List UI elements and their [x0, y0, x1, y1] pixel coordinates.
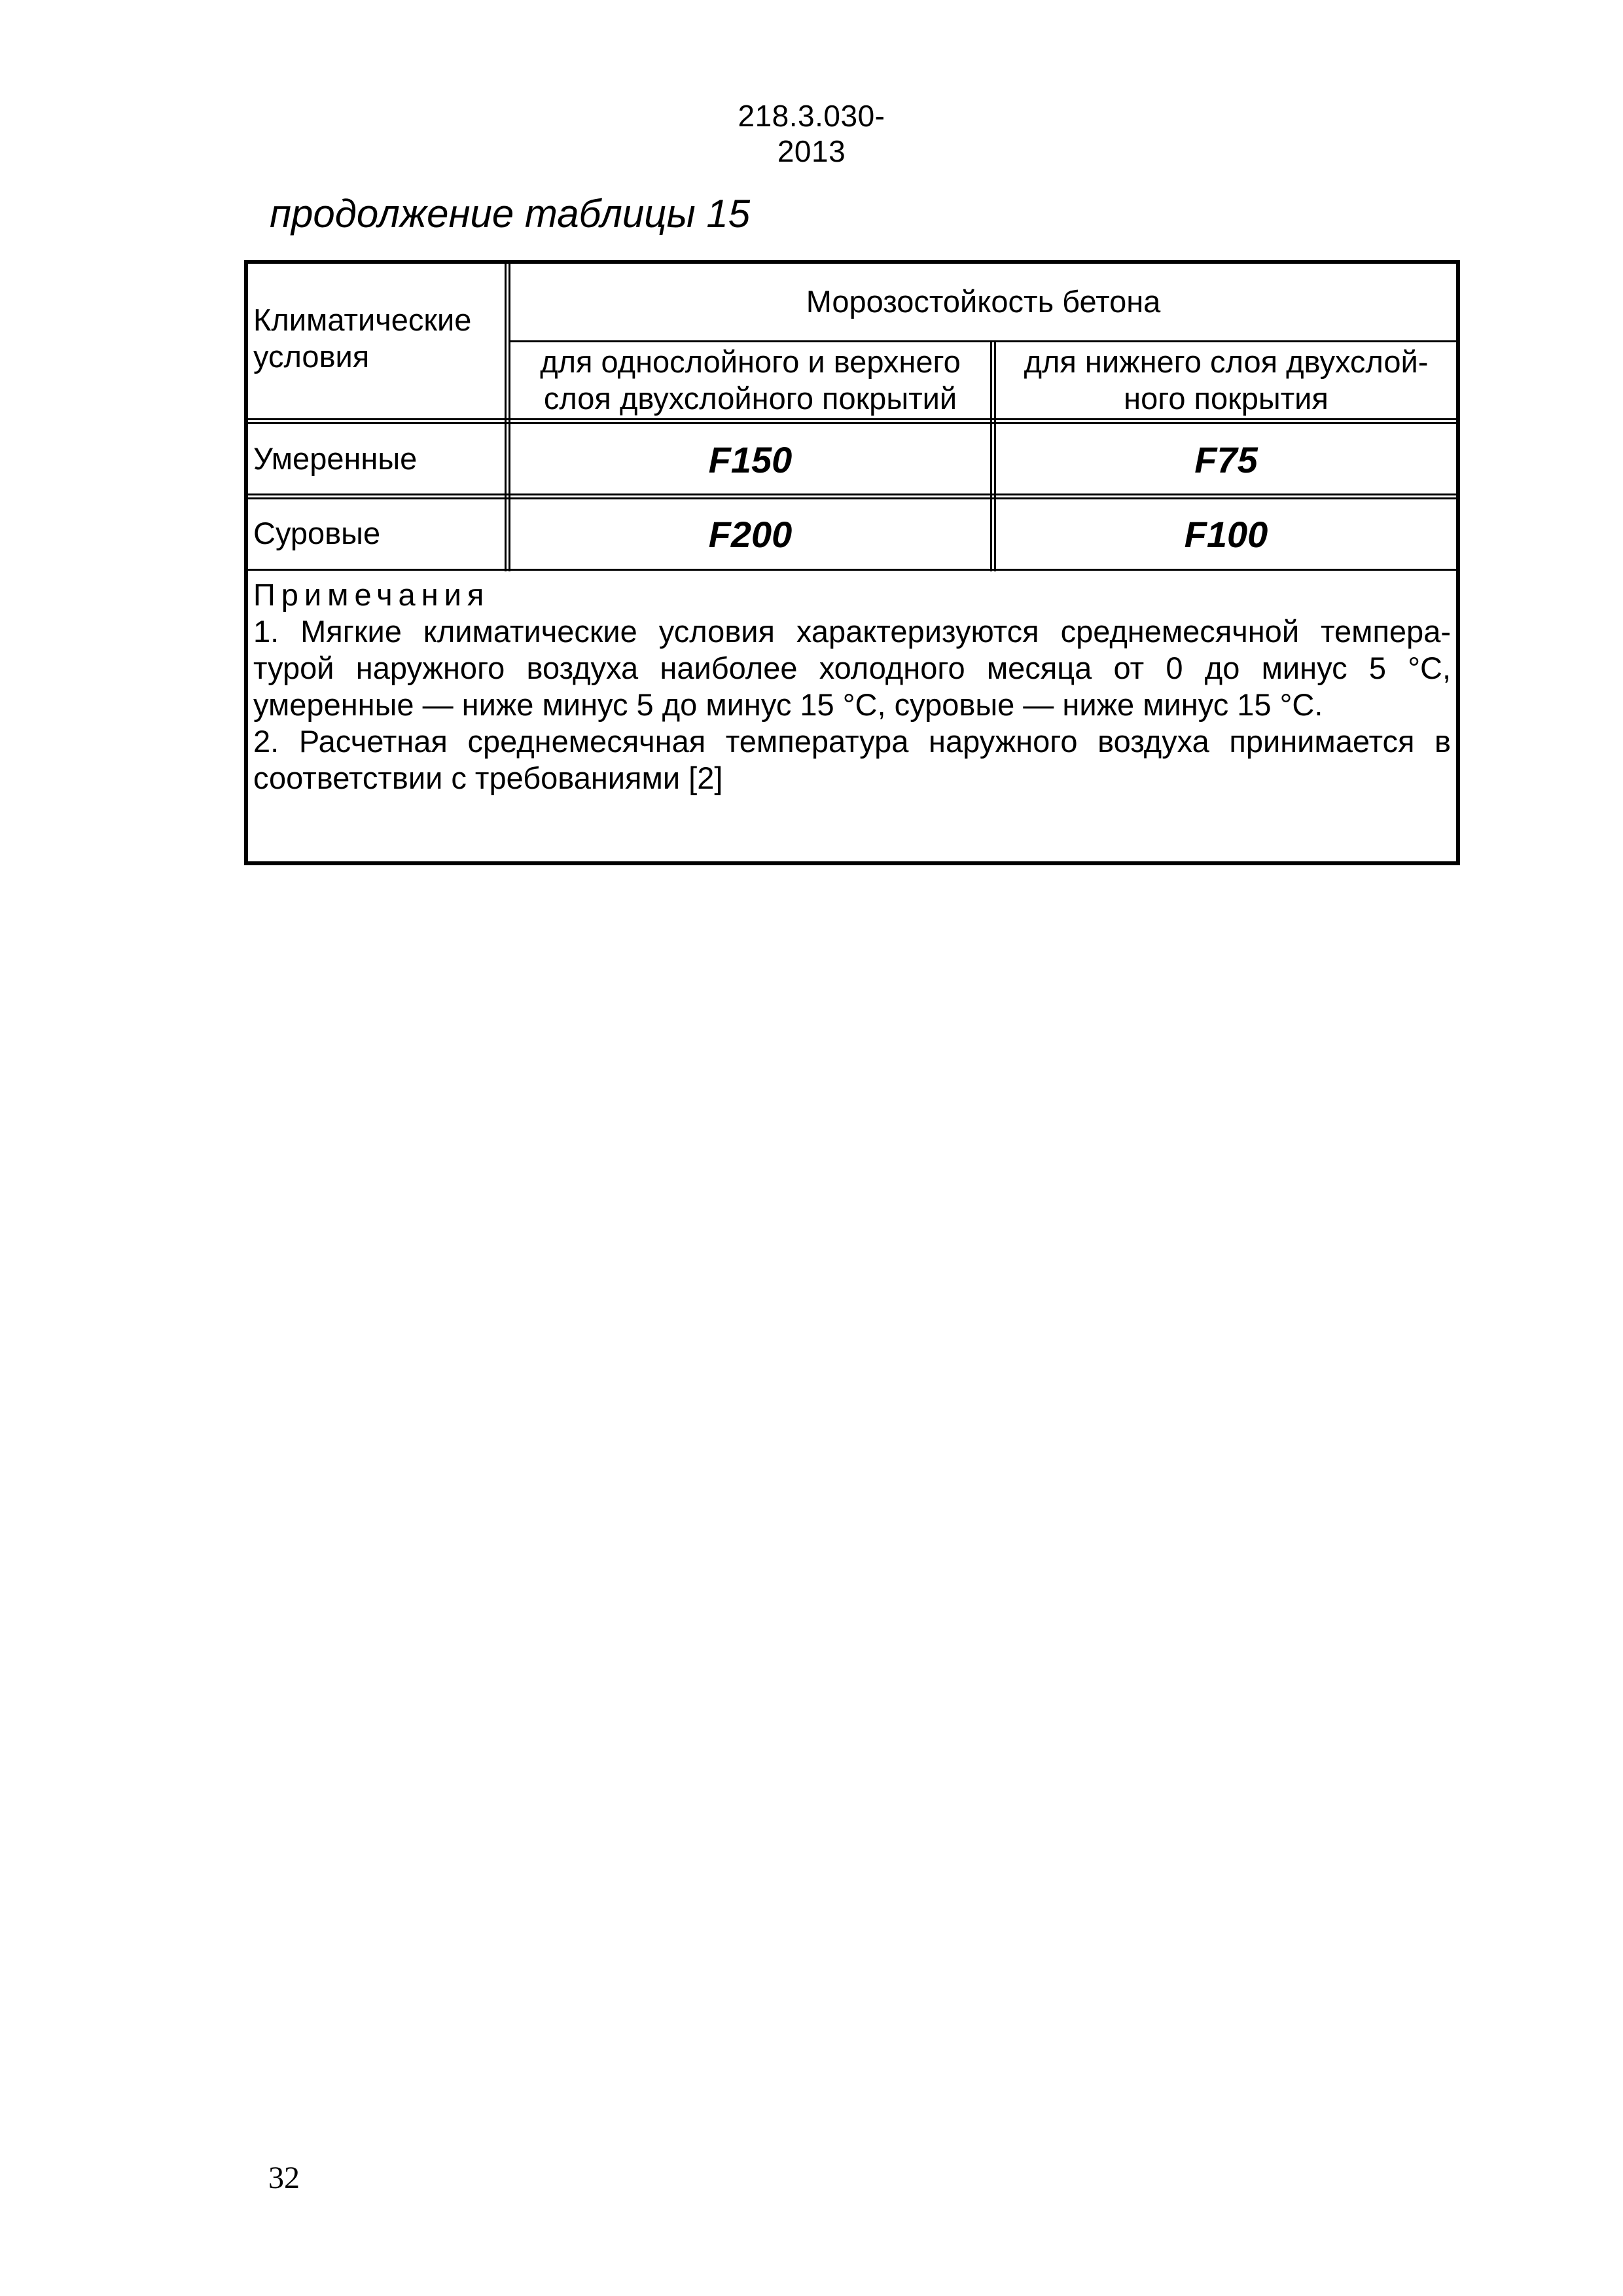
header-climatic-line-1: Климатические [253, 302, 472, 337]
subheader-lower-layer [996, 344, 1456, 417]
divider-row1-bottom-b [248, 497, 1456, 499]
document-code: 218.3.030-2013 [738, 99, 885, 168]
row-moderate-value-2: F75 [1194, 439, 1258, 480]
header-climatic-conditions [253, 302, 502, 375]
header-climatic-line-2: условия [253, 339, 370, 374]
row-severe-value-2: F100 [1184, 514, 1268, 555]
subheader-single-layer [510, 344, 990, 417]
divider-under-group-header [508, 340, 1456, 342]
divider-col1-a [505, 264, 507, 571]
row-severe-value-1: F200 [708, 514, 793, 555]
table-caption: продолжение таблицы 15 [270, 192, 751, 236]
subheader-single-layer-line-1: для однослойного и верхнего [540, 344, 961, 379]
row-moderate-condition: Умеренные [253, 441, 418, 476]
divider-header-bottom-a [248, 418, 1456, 420]
header-frost-resistance: Морозостойкость бетона [806, 284, 1161, 319]
divider-row2-bottom [248, 569, 1456, 571]
row-severe-condition: Суровые [253, 516, 381, 550]
divider-header-bottom-b [248, 422, 1456, 424]
subheader-lower-layer-line-2: ного покрытия [1124, 381, 1329, 416]
notes-title: Примечания [253, 577, 490, 612]
table-notes [253, 577, 1451, 797]
note-line: умеренные — ниже минус 5 до минус 15 °С, суровые — ниже минус 15 °С. [253, 687, 1323, 722]
row-moderate-value-1: F150 [708, 439, 793, 480]
subheader-lower-layer-line-1: для нижнего слоя двухслой- [1024, 344, 1429, 379]
divider-col2-a [990, 342, 992, 571]
page-number: 32 [268, 2161, 300, 2195]
divider-row1-bottom-a [248, 493, 1456, 495]
note-line: 2. Расчетная среднемесячная температура наружного воздуха принимается в [253, 724, 1451, 759]
subheader-single-layer-line-2: слоя двухслойного покрытий [543, 381, 957, 416]
note-line: соответствии с требованиями [2] [253, 761, 723, 795]
note-line: турой наружного воздуха наиболее холодного месяца от 0 до минус 5 °С, [253, 651, 1451, 685]
frost-resistance-table [244, 260, 1460, 865]
note-line: 1. Мягкие климатические условия характеризуются среднемесячной темпера- [253, 614, 1451, 649]
